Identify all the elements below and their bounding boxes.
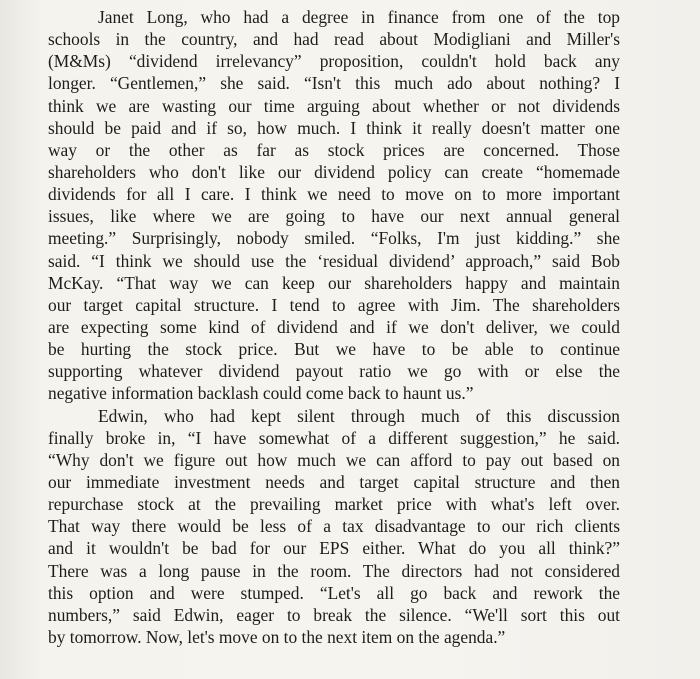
text-line: are expecting some kind of dividend and if we don't deliver, we could: [48, 316, 620, 337]
text-line: numbers,” said Edwin, eager to break the silence. “We'll sort this out: [48, 604, 620, 625]
text-line: by tomorrow. Now, let's move on to the next item on the agenda.”: [48, 626, 506, 647]
text-body: [48, 6, 620, 648]
text-line: (M&Ms) “dividend irrelevancy” proposition, couldn't hold back any: [48, 51, 620, 72]
text-line: negative information backlash could come back to haunt us.”: [48, 383, 474, 404]
text-line: said. “I think we should use the ‘residual dividend’ approach,” said Bob: [48, 250, 620, 271]
text-line: our immediate investment needs and target capital structure and then: [48, 471, 620, 492]
text-line: finally broke in, “I have somewhat of a different suggestion,” he said.: [48, 427, 620, 448]
text-line: issues, like where we are going to have our next annual general: [48, 206, 620, 227]
text-line: longer. “Gentlemen,” she said. “Isn't this much ado about nothing? I: [48, 73, 620, 94]
text-line: shareholders who don't like our dividend policy can create “homemade: [48, 161, 620, 182]
text-line: repurchase stock at the prevailing market price with what's left over.: [48, 494, 620, 515]
text-line: McKay. “That way we can keep our shareholders happy and maintain: [48, 272, 620, 293]
text-line: and it wouldn't be bad for our EPS either. What do you all think?”: [48, 538, 620, 559]
text-line: way or the other as far as stock prices are concerned. Those: [48, 139, 620, 160]
paragraph-2: [48, 405, 620, 649]
text-line: this option and were stumped. “Let's all go back and rework the: [48, 582, 620, 603]
text-line: should be paid and if so, how much. I think it really doesn't matter one: [48, 117, 620, 138]
text-line: be hurting the stock price. But we have to be able to continue: [48, 339, 620, 360]
text-line: “Why don't we figure out how much we can afford to pay out based on: [48, 449, 620, 470]
text-line: That way there would be less of a tax disadvantage to our rich clients: [48, 516, 620, 537]
text-line: think we are wasting our time arguing about whether or not dividends: [48, 95, 620, 116]
text-line: supporting whatever dividend payout ratio we go with or else the: [48, 361, 620, 382]
text-line: Janet Long, who had a degree in finance from one of the top: [98, 7, 620, 27]
text-line: our target capital structure. I tend to agree with Jim. The shareholders: [48, 294, 620, 315]
text-line: dividends for all I care. I think we need to move on to more important: [48, 184, 620, 205]
text-line: schools in the country, and had read about Modigliani and Miller's: [48, 29, 620, 50]
text-line: There was a long pause in the room. The directors had not considered: [48, 560, 620, 581]
text-line: Edwin, who had kept silent through much of this discussion: [98, 405, 620, 426]
text-line: meeting.” Surprisingly, nobody smiled. “Folks, I'm just kidding.” she: [48, 228, 620, 249]
paragraph-1: [48, 6, 620, 405]
